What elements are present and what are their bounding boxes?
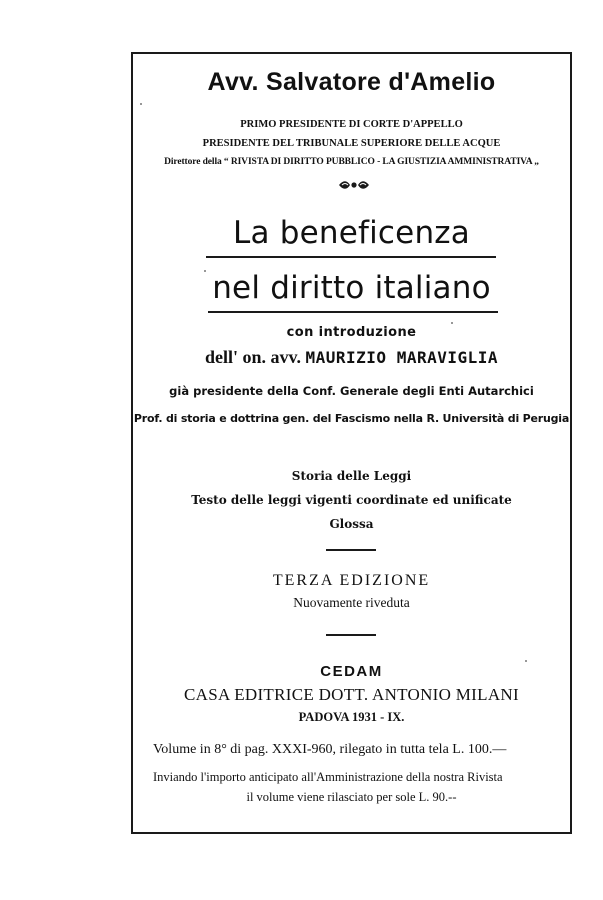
contents-item-3: Glossa [329,517,374,531]
paper-speck [451,322,453,324]
introducer-prefix: dell' on. avv. [204,347,301,367]
price-line-1: Volume in 8° di pag. XXXI-960, rilegato in tutta tela L. 100.— [153,742,507,757]
edition-note: Nuovamente riveduta [293,595,410,610]
title-underline-1 [206,256,496,258]
introducer-role-2: Prof. di storia e dottrina gen. del Fascismo nella R. Università di Perugia [133,412,570,425]
author-name: Avv. Salvatore d'Amelio [207,68,496,96]
fleuron-ornament-icon [337,179,371,191]
book-title-line-2: nel diritto italiano [212,270,491,306]
contents-item-1: Storia delle Leggi [291,469,412,483]
divider-rule-2 [326,634,376,636]
publication-place-year: PADOVA 1931 - IX. [298,710,405,724]
introducer-role-1: già presidente della Conf. Generale degli Enti Autarchici [169,384,534,398]
book-title-line-1: La beneficenza [233,215,470,251]
title-underline-2 [208,311,498,313]
divider-rule-1 [326,549,376,551]
paper-speck [204,270,206,272]
contents-item-2: Testo delle leggi vigenti coordinate ed unificate [191,493,512,507]
introducer-name: MAURIZIO MARAVIGLIA [305,348,499,367]
author-office-3: Direttore della “ RIVISTA DI DIRITTO PUBBLICO - LA GIUSTIZIA AMMINISTRATIVA „ [164,157,539,167]
introducer-line [131,348,572,366]
introduction-label: con introduzione [286,325,417,340]
paper-speck [140,103,142,105]
paper-speck [525,660,527,662]
publisher-name: CEDAM [320,663,383,680]
price-line-3: il volume viene rilasciato per sole L. 90.-- [246,790,457,804]
author-office-2: PRESIDENTE DEL TRIBUNALE SUPERIORE DELLE ACQUE [202,138,501,149]
price-line-2: Inviando l'importo anticipato all'Amministrazione della nostra Rivista [153,770,503,784]
author-office-1: PRIMO PRESIDENTE DI CORTE D'APPELLO [240,119,463,130]
publishing-house: CASA EDITRICE DOTT. ANTONIO MILANI [184,685,519,704]
edition-label: TERZA EDIZIONE [272,572,431,589]
